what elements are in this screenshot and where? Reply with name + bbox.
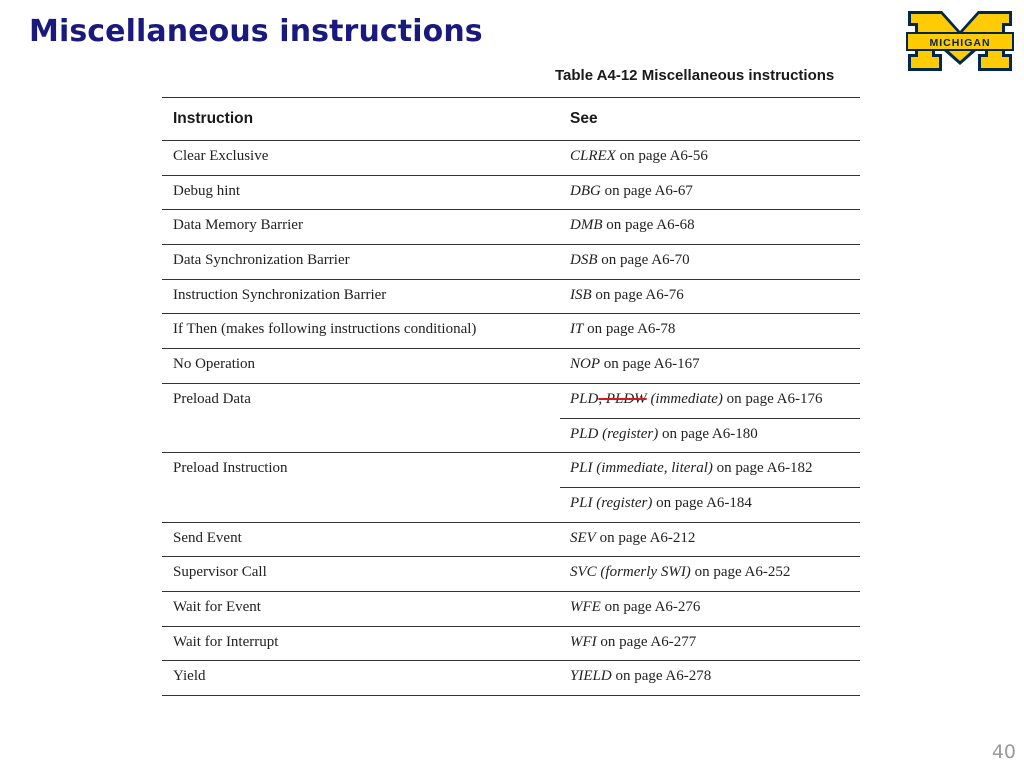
instruction-cell: Debug hint [162,175,560,210]
table-row [162,661,860,696]
reference-cell [560,487,860,522]
page-ref: on page A6-276 [600,598,701,615]
instruction-cell: Instruction Synchronization Barrier [162,279,560,314]
instruction-cell: Data Synchronization Barrier [162,245,560,280]
table-row [162,349,860,384]
mnemonic: CLREX [570,148,616,164]
page-ref: on page A6-167 [600,356,700,373]
page-ref: on page A6-277 [596,633,697,650]
mnemonic: SEV [570,529,596,546]
page-ref: on page A6-212 [595,529,696,546]
mnemonic: DSB [570,252,598,269]
table-header-row [162,98,860,141]
reference-cell [560,626,860,661]
reference-cell [560,383,860,418]
mnemonic: PLD [570,390,599,407]
table-row [162,383,860,418]
page-ref: on page A6-180 [658,425,758,442]
mnemonic: WFE [570,598,601,615]
instruction-cell: Preload Instruction [162,453,560,522]
column-header-instruction: Instruction [162,98,560,141]
table-row [162,210,860,245]
mnemonic: DMB [570,217,603,234]
instruction-cell: No Operation [162,349,560,384]
reference-cell [560,349,860,384]
table-row [162,175,860,210]
mnemonic: DBG [570,182,601,199]
mnemonic: IT [570,321,584,338]
mnemonic: PLD (register) [570,425,659,442]
mnemonic: PLI (register) [570,494,653,511]
reference-cell [560,175,860,210]
table-row [162,591,860,626]
table-caption: Table A4-12 Miscellaneous instructions [555,67,835,84]
page-ref: on page A6-70 [597,252,690,269]
instruction-cell: Clear Exclusive [162,141,560,176]
instruction-cell: If Then (makes following instructions conditional) [162,314,560,349]
michigan-logo [906,9,1014,73]
instruction-cell: Data Memory Barrier [162,210,560,245]
instruction-cell: Send Event [162,522,560,557]
page-ref: on page A6-184 [652,494,752,511]
mnemonic: SVC (formerly SWI) [570,564,691,581]
instruction-cell: Yield [162,661,560,696]
page-ref: on page A6-67 [600,182,693,199]
reference-cell [560,453,860,488]
page-ref: on page A6-176 [722,390,823,407]
mnemonic: PLI (immediate, literal) [570,460,713,477]
table-row [162,557,860,592]
page-ref: on page A6-278 [611,668,712,685]
instruction-cell: Supervisor Call [162,557,560,592]
reference-cell [560,661,860,696]
reference-cell [560,591,860,626]
mnemonic: ISB [570,286,592,303]
page-ref: on page A6-252 [690,564,791,581]
table-row [162,279,860,314]
page-ref: on page A6-78 [583,321,676,338]
reference-cell [560,418,860,453]
table-row [162,453,860,488]
table-row [162,141,860,176]
reference-cell [560,314,860,349]
column-header-see: See [560,98,860,141]
page-ref: on page A6-68 [602,217,695,234]
instruction-cell: Wait for Interrupt [162,626,560,661]
mnemonic: WFI [570,633,597,650]
reference-cell [560,210,860,245]
reference-cell [560,141,860,176]
instruction-cell: Preload Data [162,383,560,452]
reference-cell [560,522,860,557]
table-row [162,314,860,349]
mnemonic: YIELD [570,668,612,685]
table-row [162,626,860,661]
page-ref: on page A6-182 [712,460,813,477]
struck-mnemonic: , PLDW [598,390,647,407]
table-row [162,522,860,557]
page-ref: on page A6-76 [591,286,684,303]
mnemonic: NOP [570,356,600,373]
slide-title: Miscellaneous instructions [29,14,483,49]
page-number: 40 [991,741,1016,763]
instructions-table [162,97,860,696]
page-ref: on page A6-56 [615,148,708,164]
reference-cell [560,279,860,314]
reference-cell [560,557,860,592]
logo-text: MICHIGAN [929,37,991,49]
mnemonic-qualifier: (immediate) [646,390,723,407]
reference-cell [560,245,860,280]
instruction-cell: Wait for Event [162,591,560,626]
table-row [162,245,860,280]
